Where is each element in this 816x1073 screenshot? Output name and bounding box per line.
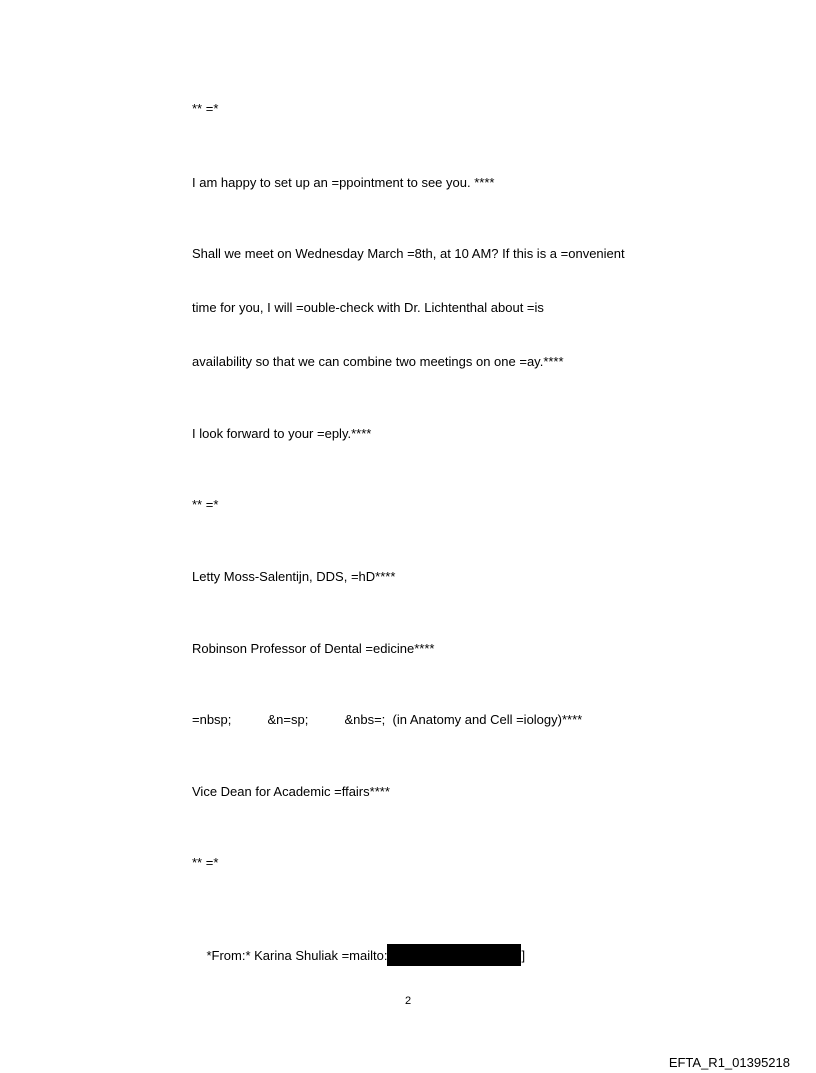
- page-number: 2: [404, 995, 412, 1007]
- body-line: ** =*: [192, 855, 219, 870]
- body-line: time for you, I will =ouble-check with Dr. Lichtenthal about =is: [192, 300, 544, 315]
- document-id: EFTA_R1_01395218: [668, 1055, 790, 1070]
- body-line: ** =*: [192, 101, 219, 116]
- signature-title: Robinson Professor of Dental =edicine****: [192, 641, 435, 656]
- from-line: [192, 928, 525, 982]
- from-suffix: ]: [521, 948, 526, 963]
- from-prefix: *From:* Karina Shuliak =mailto:: [206, 948, 388, 963]
- body-line: availability so that we can combine two meetings on one =ay.****: [192, 354, 564, 369]
- signature-role: Vice Dean for Academic =ffairs****: [192, 784, 390, 799]
- body-line: Shall we meet on Wednesday March =8th, at 10 AM? If this is a =onvenient: [192, 246, 625, 261]
- body-line: ** =*: [192, 497, 219, 512]
- redaction-block: [387, 944, 521, 966]
- signature-name: Letty Moss-Salentijn, DDS, =hD****: [192, 569, 396, 584]
- body-line: I am happy to set up an =ppointment to see you. ****: [192, 175, 495, 190]
- signature-subtitle: =nbsp; &n=sp; &nbs=; (in Anatomy and Cell =iology)****: [192, 712, 583, 727]
- body-line: I look forward to your =eply.****: [192, 426, 372, 441]
